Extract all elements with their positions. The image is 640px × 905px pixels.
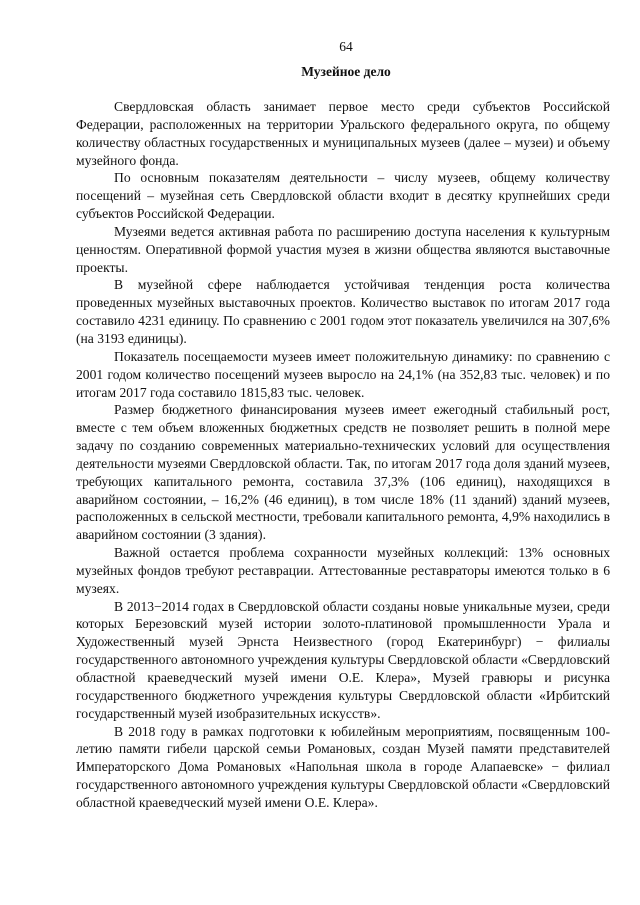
paragraph-9: В 2018 году в рамках подготовки к юбилейным мероприятиям, посвященным 100-летию памяти гибели царской семьи Романовых, создан Музей памяти представителей Императорского Дома Романовых «Напольная школа в городе Алапаевске» − филиал государственного автономного учреждения культуры Свердловской области «Свердловский областной краеведческий музей имени О.Е. Клера». (76, 723, 610, 810)
paragraph-1: Свердловская область занимает первое место среди субъектов Российской Федерации, расположенных на территории Уральского федерального округа, по общему количеству областных государственных и муниципальных музеев (далее – музеи) и объему музейного фонда. (76, 99, 610, 168)
body-text (76, 98, 610, 812)
paragraph-8: В 2013−2014 годах в Свердловской области созданы новые уникальные музеи, среди которых Березовский музей истории золото-платиновой промышленности Урала и Художественный музей Эрнста Неизвестного (город Екатеринбург) − филиалы государственного автономного учреждения культуры Свердловской области «Свердловский областной краеведческий музей имени О.Е. Клера», Музей гравюры и рисунка государственного бюджетного учреждения культуры Свердловской области «Ирбитский государственный музей изобразительных искусств». (76, 598, 610, 721)
paragraph-7: Важной остается проблема сохранности музейных коллекций: 13% основных музейных фондов требуют реставрации. Аттестованные реставраторы имеются только в 6 музеях. (76, 545, 610, 596)
page-number: 64 (339, 39, 353, 54)
paragraph-2: По основным показателям деятельности – числу музеев, общему количеству посещений – музейная сеть Свердловской области входит в десятку крупнейших среди субъектов Российской Федерации. (76, 170, 610, 222)
paragraph-3: Музеями ведется активная работа по расширению доступа населения к культурным ценностям. Оперативной формой участия музея в жизни общества являются выставочные проекты. (76, 223, 610, 275)
paragraph-6: Размер бюджетного финансирования музеев имеет ежегодный стабильный рост, вместе с тем объем вложенных бюджетных средств не позволяет решить в полной мере задачу по созданию современных материально-технических условий для осуществления деятельности музеями Свердловской области. Так, по итогам 2017 года доля зданий музеев, требующих капитального ремонта, составила 37,3% (106 единиц), находящихся в аварийном состоянии, – 16,2% (46 единиц), в том числе 18% (11 зданий) зданий музеев, расположенных в сельской местности, требовали капитального ремонта, 4,9% находились в аварийном состоянии (3 здания). (76, 402, 610, 543)
paragraph-4: В музейной сфере наблюдается устойчивая тенденция роста количества проведенных музейных выставочных проектов. Количество выставок по итогам 2017 года составило 4231 единицу. По сравнению с 2001 годом этот показатель увеличился на 307,6% (на 3193 единицы). (76, 277, 610, 346)
section-title: Музейное дело (301, 64, 391, 79)
paragraph-5: Показатель посещаемости музеев имеет положительную динамику: по сравнению с 2001 годом количество посещений музеев выросло на 24,1% (на 352,83 тыс. человек) и по итогам 2017 года составило 1815,83 тыс. человек. (76, 348, 610, 400)
